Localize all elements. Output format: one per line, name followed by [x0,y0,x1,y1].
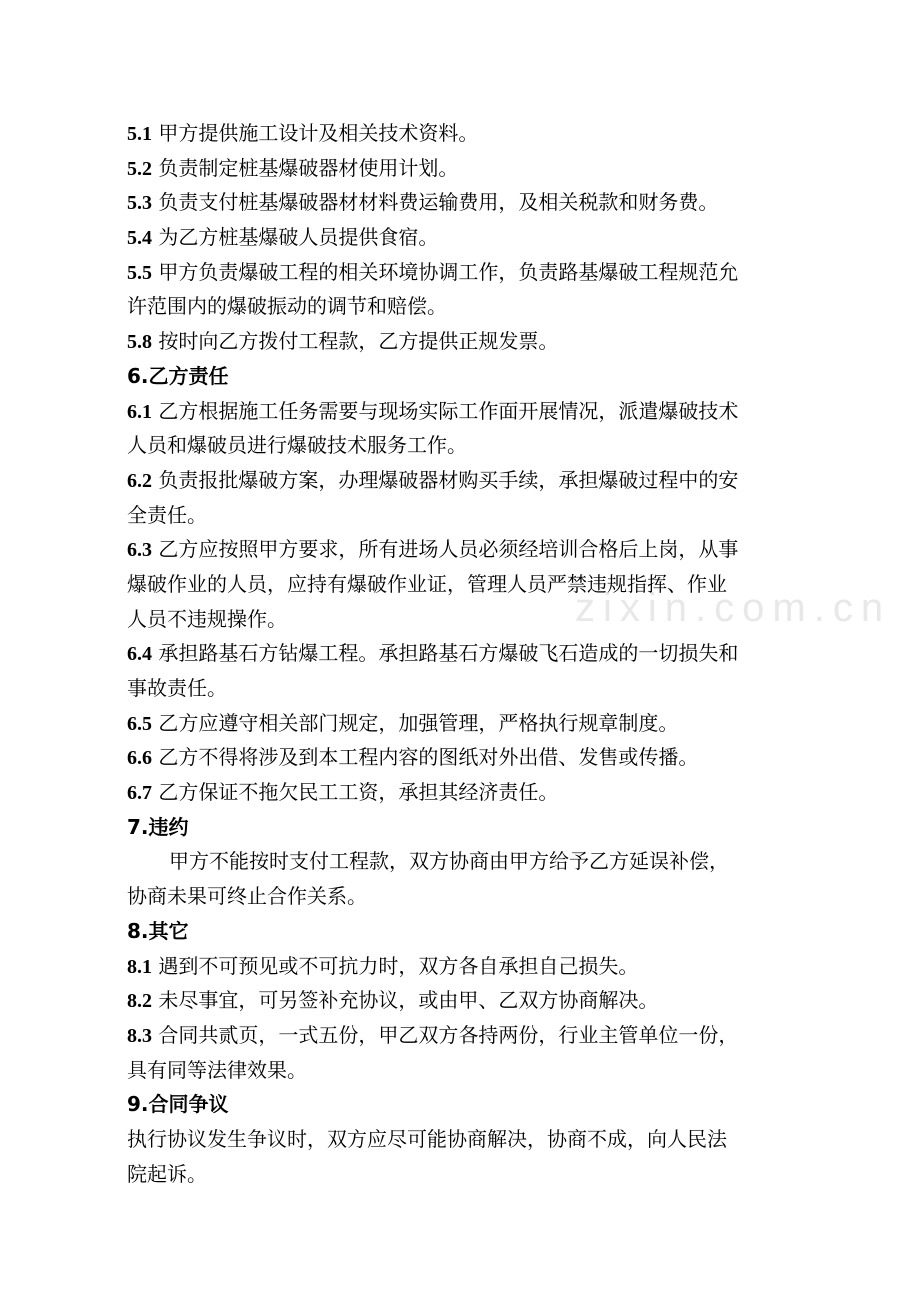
section-heading-7: 7.违约 [127,814,189,839]
clause-6-1-cont: 人员和爆破员进行爆破技术服务工作。 [127,433,467,458]
clause-number: 6.5 [127,712,152,735]
clause-number: 6.7 [127,782,152,805]
clause-text: 甲方负责爆破工程的相关环境协调工作，负责路基爆破工程规范允 [158,259,739,284]
clause-text: 乙方根据施工任务需要与现场实际工作面开展情况，派遣爆破技术 [158,398,739,423]
section-heading-8: 8.其它 [127,918,189,943]
clause-6-5 [127,706,787,741]
clause-text: 合同共贰页，一式五份，甲乙双方各持两份，行业主管单位一份， [158,1022,739,1047]
clause-6-2-cont: 全责任。 [127,502,207,527]
clause-6-3-cont2: 人员不违规操作。 [127,606,287,631]
clause-5-4 [127,220,787,255]
clause-text: 乙方应按照甲方要求，所有进场人员必须经培训合格后上岗，从事 [158,537,739,562]
clause-8-1 [127,949,787,984]
clause-5-3 [127,185,787,220]
clause-number: 6.3 [127,539,152,562]
clause-6-4-cont: 事故责任。 [127,676,227,700]
clause-text: 乙方保证不拖欠民工工资，承担其经济责任。 [158,780,559,805]
clause-text: 未尽事宜，可另签补充协议，或由甲、乙双方协商解决。 [158,988,659,1013]
clause-number: 8.3 [127,1024,152,1047]
clause-8-2 [127,983,787,1018]
clause-number: 5.5 [127,261,152,284]
clause-6-1 [127,394,787,429]
clause-5-5 [127,255,787,290]
breach-paragraph: 甲方不能按时支付工程款，双方协商由甲方给予乙方延误补偿， [169,849,729,874]
clause-5-2 [127,151,787,186]
clause-5-8 [127,324,787,359]
clause-text: 为乙方桩基爆破人员提供食宿。 [158,225,439,250]
clause-6-4 [127,636,787,671]
clause-6-3 [127,532,787,567]
clause-number: 5.1 [127,123,152,145]
clause-number: 5.4 [127,227,152,250]
clause-number: 6.6 [127,747,152,770]
watermark: zixin.com.cn [575,586,892,630]
clause-text: 承担路基石方钻爆工程。承担路基石方爆破飞石造成的一切损失和 [158,641,739,666]
clause-8-3-cont: 具有同等法律效果。 [127,1057,307,1082]
clause-number: 6.1 [127,400,152,423]
clause-text: 按时向乙方拨付工程款，乙方提供正规发票。 [158,329,559,354]
dispute-paragraph-cont: 院起诉。 [127,1161,207,1186]
section-heading-6: 6.乙方责任 [127,363,229,388]
clause-text: 负责报批爆破方案，办理爆破器材购买手续，承担爆破过程中的安 [158,467,739,492]
section-heading-9: 9.合同争议 [127,1092,229,1117]
clause-6-7 [127,775,787,810]
clause-text: 甲方提供施工设计及相关技术资料。 [158,121,479,145]
breach-paragraph-cont: 协商未果可终止合作关系。 [127,884,367,909]
clause-text: 负责支付桩基爆破器材材料费运输费用，及相关税款和财务费。 [158,190,719,215]
clause-5-5-cont: 许范围内的爆破振动的调节和赔偿。 [127,294,447,319]
clause-text: 遇到不可预见或不可抗力时，双方各自承担自己损失。 [158,953,639,978]
clause-6-6 [127,740,787,775]
clause-text: 负责制定桩基爆破器材使用计划。 [158,155,459,180]
clause-6-2 [127,463,787,498]
clause-text: 乙方应遵守相关部门规定，加强管理，严格执行规章制度。 [158,710,679,735]
clause-number: 6.2 [127,469,152,492]
clause-number: 5.2 [127,157,152,180]
clause-6-3-cont: 爆破作业的人员，应持有爆破作业证，管理人员严禁违规指挥、作业 [127,571,727,596]
clause-text: 乙方不得将涉及到本工程内容的图纸对外出借、发售或传播。 [158,745,699,770]
clause-number: 8.2 [127,990,152,1013]
clause-8-3 [127,1018,787,1053]
clause-number: 6.4 [127,643,152,666]
clause-number: 8.1 [127,955,152,978]
contract-body [127,116,787,1191]
clause-number: 5.8 [127,331,152,354]
clause-number: 5.3 [127,192,152,215]
dispute-paragraph: 执行协议发生争议时，双方应尽可能协商解决，协商不成，向人民法 [127,1126,727,1151]
clause-5-1 [127,116,787,151]
